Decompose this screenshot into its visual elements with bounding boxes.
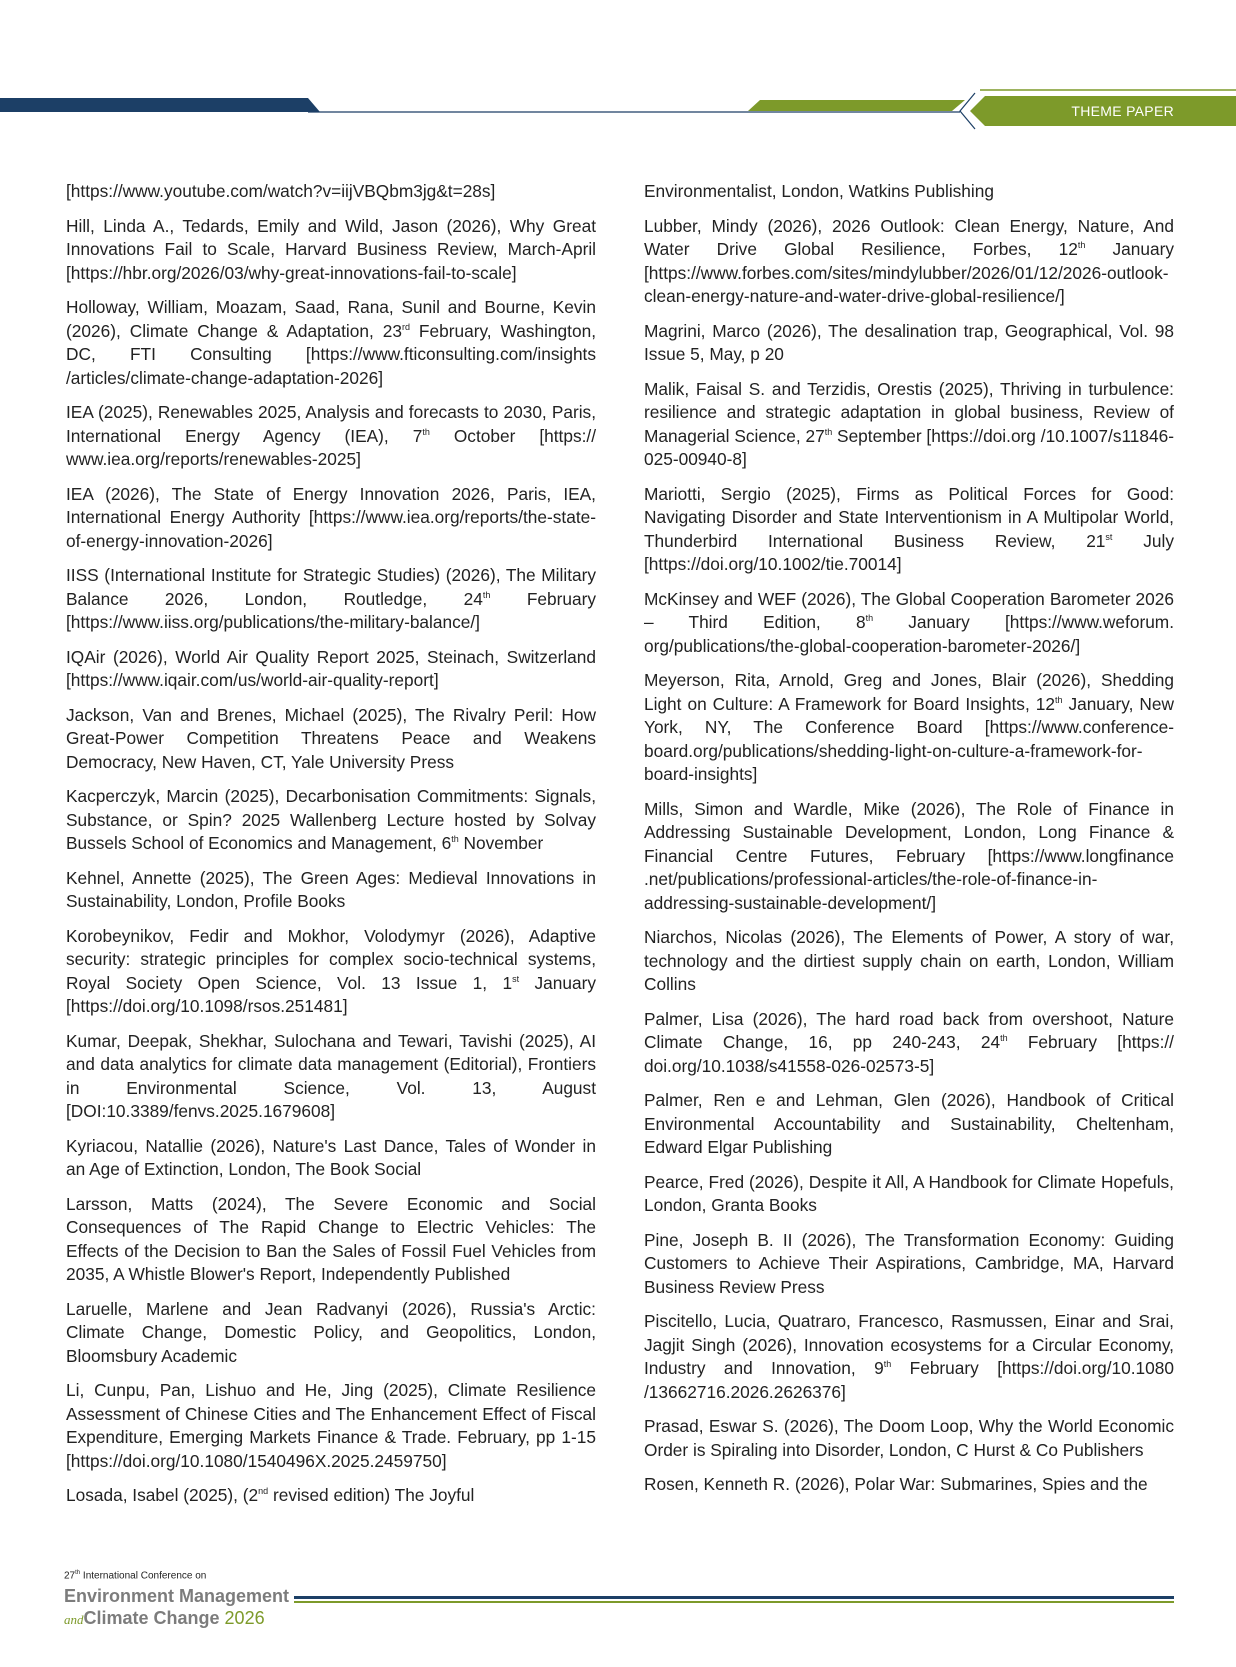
reference-entry: Pine, Joseph B. II (2026), The Transformation Economy: Guiding Customers to Achieve Their Aspirations, Cambridge, MA, Harvard Business Review Press xyxy=(644,1229,1174,1297)
reference-entry: Environmentalist, London, Watkins Publishing xyxy=(644,181,994,201)
conference-title-line2 xyxy=(64,1608,265,1629)
reference-entry: Rosen, Kenneth R. (2026), Polar War: Submarines, Spies and the xyxy=(644,1474,1148,1494)
reference-entry: Li, Cunpu, Pan, Lishuo and He, Jing (2025), Climate Resilience Assessment of Chinese Cities and The Enhancement Effect of Fiscal Expenditure, Emerging Markets Finance & Trade. February, pp 1-15 [https://doi.org/10.1080/1540496X.2025.2459750] xyxy=(66,1380,596,1471)
reference-entry: McKinsey and WEF (2026), The Global Cooperation Barometer 2026 – Third Edition, 8th January [https://www.weforum. org/publications/the-global-cooperation-barometer-2026/] xyxy=(644,588,1175,656)
conference-label: International Conference on xyxy=(82,1570,207,1582)
reference-entry: Pearce, Fred (2026), Despite it All, A Handbook for Climate Hopefuls, London, Granta Books xyxy=(644,1171,1174,1215)
reference-entry: Losada, Isabel (2025), (2nd revised edition) The Joyful xyxy=(66,1485,475,1505)
page-footer xyxy=(64,1570,1174,1640)
reference-entry: Malik, Faisal S. and Terzidis, Orestis (2025), Thriving in turbulence: resilience and strategic adaptation in global business, Review of Managerial Science, 27th September [https://doi.org /10.1007/s11846-025-00940-8] xyxy=(644,378,1174,469)
page-header xyxy=(0,0,1236,140)
reference-entry: Kyriacou, Natallie (2026), Nature's Last Dance, Tales of Wonder in an Age of Extinction, London, The Book Social xyxy=(66,1135,596,1179)
conference-suffix: th xyxy=(75,1570,81,1576)
conference-year: 2026 xyxy=(224,1608,265,1628)
reference-entry: Larsson, Matts (2024), The Severe Economic and Social Consequences of The Rapid Change to Electric Vehicles: The Effects of the Decision to Ban the Sales of Fossil Fuel Vehicles from 2035, A Whistle Blower's Report, Independently Published xyxy=(66,1193,596,1284)
reference-entry: Mariotti, Sergio (2025), Firms as Political Forces for Good: Navigating Disorder and State Interventionism in A Multipolar World, Thunderbird International Business Review, 21st July [https://doi.org/10.1002/tie.70014] xyxy=(644,483,1174,574)
reference-entry: Meyerson, Rita, Arnold, Greg and Jones, Blair (2026), Shedding Light on Culture: A Framework for Board Insights, 12th January, New York, NY, The Conference Board [https://www.conference-board.org/publications/shedding-light-on-culture-a-framework-for-board-insights] xyxy=(644,670,1174,784)
reference-entry: Prasad, Eswar S. (2026), The Doom Loop, Why the World Economic Order is Spiraling into Disorder, London, C Hurst & Co Publishers xyxy=(644,1416,1174,1460)
reference-entry: IQAir (2026), World Air Quality Report 2025, Steinach, Switzerland [https://www.iqair.com/us/world-air-quality-report] xyxy=(66,646,596,690)
conference-title-and: and xyxy=(64,1612,84,1627)
conference-title-line1: Environment Management xyxy=(64,1586,290,1606)
reference-entry: Piscitello, Lucia, Quatraro, Francesco, Rasmussen, Einar and Srai, Jagjit Singh (2026), Innovation ecosystems for a Circular Economy, Industry and Innovation, 9th February [https://doi.org/10.1080 /13662716.2026.2626376] xyxy=(644,1311,1174,1402)
reference-entry: [https://www.youtube.com/watch?v=iijVBQbm3jg&t=28s] xyxy=(66,181,496,201)
reference-entry: Magrini, Marco (2026), The desalination trap, Geographical, Vol. 98 Issue 5, May, p 20 xyxy=(644,320,1174,364)
reference-entry: IISS (International Institute for Strategic Studies) (2026), The Military Balance 2026, London, Routledge, 24th February [https://www.iiss.org/publications/the-military-balance/] xyxy=(66,565,596,632)
conference-title-climate: Climate Change xyxy=(83,1608,220,1628)
reference-entry: Hill, Linda A., Tedards, Emily and Wild, Jason (2026), Why Great Innovations Fail to Scale, Harvard Business Review, March-April [https://hbr.org/2026/03/why-great-innovations-fail-to-scale] xyxy=(66,215,596,283)
conference-number: 27 xyxy=(64,1570,76,1582)
reference-entry: Palmer, Lisa (2026), The hard road back from overshoot, Nature Climate Change, 16, pp 240-243, 24th February [https:// doi.org/10.1038/s41558-026-02573-5] xyxy=(644,1008,1174,1076)
right-column xyxy=(644,180,1174,1508)
reference-entry: Kacperczyk, Marcin (2025), Decarbonisation Commitments: Signals, Substance, or Spin? 2025 Wallenberg Lecture hosted by Solvay Bussels School of Economics and Management, 6th November xyxy=(66,786,596,853)
reference-entry: Jackson, Van and Brenes, Michael (2025), The Rivalry Peril: How Great-Power Competition Threatens Peace and Weakens Democracy, New Haven, CT, Yale University Press xyxy=(66,704,596,772)
header-band-graphic xyxy=(0,0,1236,140)
reference-entry: Holloway, William, Moazam, Saad, Rana, Sunil and Bourne, Kevin (2026), Climate Change & Adaptation, 23rd February, Washington, DC, FTI Consulting [https://www.fticonsulting.com/insights /articles/climate-change-adaptation-2026] xyxy=(66,297,596,388)
footer-rule xyxy=(294,1596,1174,1603)
reference-entry: Korobeynikov, Fedir and Mokhor, Volodymyr (2026), Adaptive security: strategic principles for complex socio-technical systems, Royal Society Open Science, Vol. 13 Issue 1, 1st January [https://doi.org/10.1098/rsos.251481] xyxy=(66,925,596,1016)
conference-line xyxy=(64,1570,206,1581)
section-label: THEME PAPER xyxy=(1071,103,1174,119)
reference-entry: Kehnel, Annette (2025), The Green Ages: Medieval Innovations in Sustainability, London, Profile Books xyxy=(66,867,596,911)
reference-entry: Niarchos, Nicolas (2026), The Elements of Power, A story of war, technology and the dirtiest supply chain on earth, London, William Collins xyxy=(644,927,1174,994)
reference-entry: Kumar, Deepak, Shekhar, Sulochana and Tewari, Tavishi (2025), AI and data analytics for climate data management (Editorial), Frontiers in Environmental Science, Vol. 13, August [DOI:10.3389/fenvs.2025.1679608] xyxy=(66,1030,596,1121)
reference-entry: IEA (2025), Renewables 2025, Analysis and forecasts to 2030, Paris, International Energy Agency (IEA), 7th October [https:// www.iea.org/reports/renewables-2025] xyxy=(66,402,596,469)
reference-entry: IEA (2026), The State of Energy Innovation 2026, Paris, IEA, International Energy Authority [https://www.iea.org/reports/the-state-of-energy-innovation-2026] xyxy=(66,483,596,551)
reference-entry: Lubber, Mindy (2026), 2026 Outlook: Clean Energy, Nature, And Water Drive Global Resilience, Forbes, 12th January [https://www.forbes.com/sites/mindylubber/2026/01/12/2026-outlook-clean-energy-nature-and-water-drive-global-resilience/] xyxy=(644,215,1174,306)
reference-entry: Laruelle, Marlene and Jean Radvanyi (2026), Russia's Arctic: Climate Change, Domestic Policy, and Geopolitics, London, Bloomsbury Academic xyxy=(66,1298,596,1366)
reference-entry: Palmer, Ren e and Lehman, Glen (2026), Handbook of Critical Environmental Accountability and Sustainability, Cheltenham, Edward Elgar Publishing xyxy=(644,1090,1174,1157)
reference-entry: Mills, Simon and Wardle, Mike (2026), The Role of Finance in Addressing Sustainable Development, London, Long Finance & Financial Centre Futures, February [https://www.longfinance .net/publications/professional-articles/the-role-of-finance-in-addressing-sustainable-development/] xyxy=(644,798,1174,913)
left-column xyxy=(66,180,596,1519)
